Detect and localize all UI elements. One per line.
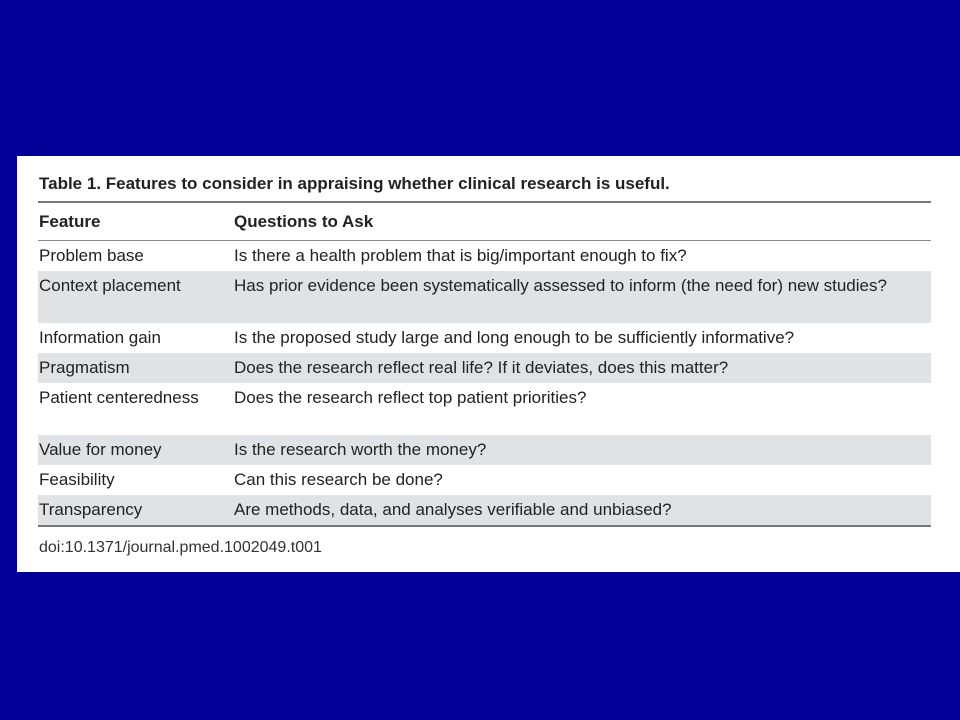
header-questions: Questions to Ask [234,211,374,231]
table-row [38,271,931,323]
feature-cell: Pragmatism [39,358,130,377]
table-row [38,241,931,271]
feature-cell: Patient centeredness [39,388,199,407]
table-row [38,435,931,465]
feature-cell: Problem base [39,246,144,265]
question-cell: Is there a health problem that is big/important enough to fix? [234,246,687,265]
table-panel [17,156,960,572]
table-row [38,353,931,383]
feature-cell: Transparency [39,500,143,519]
question-cell: Are methods, data, and analyses verifiable and unbiased? [234,500,672,519]
header-feature: Feature [39,211,101,231]
table-row [38,383,931,435]
question-cell: Does the research reflect top patient priorities? [234,388,587,407]
features-table [38,201,931,527]
table-header-row [38,203,931,240]
table-bottom-rule [38,525,931,527]
feature-cell: Information gain [39,328,161,347]
table-row [38,323,931,353]
table-row [38,465,931,495]
feature-cell: Value for money [39,440,162,459]
table-caption: Table 1. Features to consider in appraising whether clinical research is useful. [39,174,670,193]
doi-reference: doi:10.1371/journal.pmed.1002049.t001 [39,539,322,556]
table-row [38,495,931,525]
question-cell: Has prior evidence been systematically assessed to inform (the need for) new studies? [234,276,887,295]
question-cell: Is the proposed study large and long enough to be sufficiently informative? [234,328,795,347]
question-cell: Is the research worth the money? [234,440,487,459]
feature-cell: Feasibility [39,470,115,489]
feature-cell: Context placement [39,276,181,295]
question-cell: Does the research reflect real life? If it deviates, does this matter? [234,358,729,377]
question-cell: Can this research be done? [234,470,443,489]
